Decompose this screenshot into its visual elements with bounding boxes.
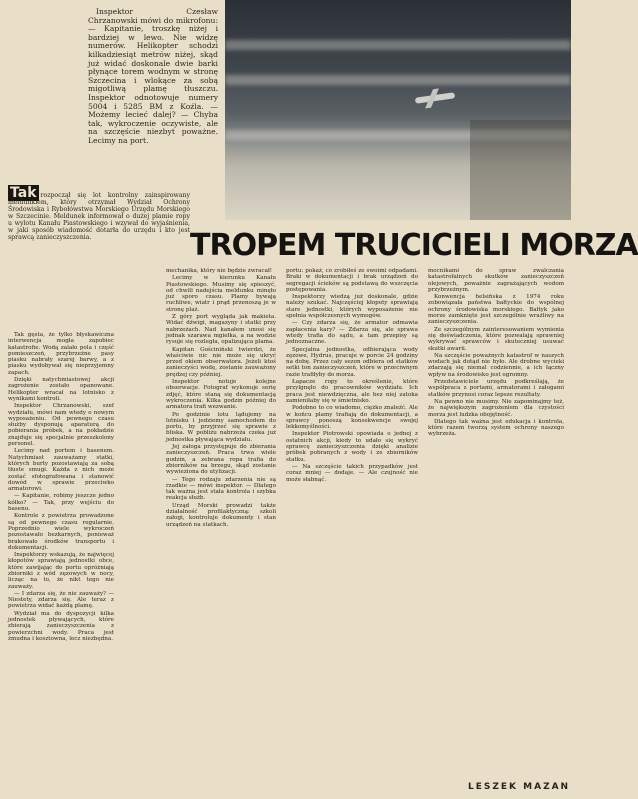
paragraph: mocnikami do spraw zwalczania katastrofalnych skutków zanieczyszczeń olejowych, poważnie zagrażających wodom przybrzeżnym. xyxy=(428,268,564,293)
paragraph: — Kapitanie, robimy jeszcze jedno kółko? — Tak, przy wejściu do basenu. xyxy=(8,493,114,513)
paragraph: Inspektorzy wiedzą już doskonale, gdzie należy szukać. Najczęściej kłopoty sprawiają stare jednostki, których wyposażenie nie spełnia współczesnych wymogów. xyxy=(286,294,418,320)
paragraph: Urząd Morski prowadzi także działalność profilaktyczną: szkoli załogi, kontroluje dokumenty i stan urządzeń na statkach. xyxy=(166,502,276,528)
paragraph: Lecimy w kierunku Kanału Piastowskiego. Musimy się spieszyć, od chwili nadejścia meldunku minęło już sporo czasu. Plamy bywają ruchliwe, wiatr i prąd przenoszą je w stronę plaż. xyxy=(166,275,276,313)
paragraph: Jej załoga przystępuje do zbierania zanieczyszczeń. Praca trwa wiele godzin, a zebrana ropa trafia do zbiorników na brzegu, skąd zostanie wywieziona do utylizacji. xyxy=(166,444,276,476)
paragraph: Wydział ma do dyspozycji kilka jednostek pływających, które zbierają zanieczyszczenia z powierzchni wody. Praca jest żmudna i kosztowna, lecz niezbędna. xyxy=(8,610,114,642)
paragraph: Dzięki natychmiastowej akcji zagrożenie zostało opanowane. Helikopter wracał na lotnisko z wynikami kontroli. xyxy=(8,377,114,402)
headline: TROPEM TRUCICIELI MORZA xyxy=(190,228,638,263)
paragraph: Inspektorzy wskazują, że najwięcej kłopotów sprawiają jednostki obce, które zawijając do portu opróżniają zbiorniki z wód zęzowych w nocy, licząc na to, że nikt tego nie zauważy. xyxy=(8,552,114,590)
photo-wave xyxy=(225,75,571,85)
paragraph: Po godzinie lotu lądujemy na lotnisku i jedziemy samochodem do portu, by przyjrzeć się sprawie z bliska. W pobliżu nabrzeża czeka już jednostka pływająca wydziału. xyxy=(166,411,276,443)
article-column-3 xyxy=(286,268,418,794)
paragraph: Na pewno nie musimy. Nie zapominajmy też, że największym zagrożeniem dla czystości morza jest ludzka obojętność. xyxy=(428,398,564,418)
paragraph: — I zdarza się, że nie zauważy? — Niestety, zdarza się. Ale teraz z powietrza widać każdą plamę. xyxy=(8,590,114,610)
paragraph: — Tego rodzaju zdarzenia nie są rzadkie — mówi inspektor. — Dlatego tak ważna jest stała kontrola i szybka reakcja służb. xyxy=(166,476,276,502)
paragraph: Inspektor Piotrowski opowiada o jednej z ostatnich akcji, kiedy to udało się wykryć sprawcę zanieczyszczenia dzięki analizie próbek pobranych z wody i ze zbiorników statku. xyxy=(286,431,418,463)
paragraph: Łapacze ropy to określenie, które przylgnęło do pracowników wydziału. Ich praca jest niewdzięczna, ale bez niej zatoka zamieniłaby się w śmietnisko. xyxy=(286,379,418,404)
paragraph: mechanika, który nie będzie zwracał! xyxy=(166,268,273,274)
paragraph: Na szczęście poważnych katastrof w naszych wodach jak dotąd nie było. Ale drobne wycieki zdarzają się niemal codziennie, a ich łączny wpływ na środowisko jest ogromny. xyxy=(428,352,564,378)
paragraph: Przedstawiciele urzędu podkreślają, że współpraca z portami, armatorami i załogami statków przynosi coraz lepsze rezultaty. xyxy=(428,379,564,398)
paragraph: Konwencja helsińska z 1974 roku zobowiązała państwa bałtyckie do wspólnej ochrony środowiska morskiego. Bałtyk jako morze zamknięte jest szczególnie wrażliwy na zanieczyszczenia. xyxy=(428,294,564,326)
paragraph: Kontrole z powietrza prowadzone są od pewnego czasu regularnie. Poprzednio wiele wykroczeń pozostawało bezkarnych, ponieważ brakowało środków transportu i dokumentacji. xyxy=(8,513,114,551)
paragraph: Kapitan Gościniński twierdzi, że właściwie nic nie może się ukryć przed okiem obserwatora. Jeżeli ktoś zanieczyści wodę, zostanie zauważony prędzej czy później. xyxy=(166,346,276,378)
paragraph: Inspektor notuje kolejne obserwacje. Fotograf wykonuje serię zdjęć, które staną się dokumentacją wykroczenia. Kilka godzin później do armatora trafi wezwanie. xyxy=(166,379,276,411)
intro-text xyxy=(88,8,218,146)
photo-wave xyxy=(225,40,571,50)
paragraph: Specjalna jednostka, odbierająca wody zęzowe, Hydrus, pracuje w porcie 24 godziny na dobę. Przez cały sezon odbiera od statków setki ton zanieczyszczeń, które w przeciwnym razie trafiłyby do morza. xyxy=(286,346,418,378)
lead-text: rozpoczął się lot kontrolny zainspirowany meldunkiem, który otrzymał Wydział Ochrony Środowiska i Rybołówstwa Morskiego Urzędu Morskiego w Szczecinie. Meldunek informował o dużej plamie ropy u wylotu Kanału Piastowskiego i wzywał do wyjaśnienia, w jaki sposób wiadomość dotarła do urzędu i kto jest sprawcą zanieczyszczenia. xyxy=(8,192,190,241)
paragraph: — Na szczęście takich przypadków jest coraz mniej — dodaje. — Ale czujność nie może słabnąć. xyxy=(286,463,418,483)
paragraph: — Czy zdarza się, że armator odmawia zapłacenia kary? — Zdarza się, ale sprawa wtedy trafia do sądu, a tam przepisy są jednoznaczne. xyxy=(286,320,418,346)
paragraph: Dlatego tak ważna jest edukacja i kontrola, które razem tworzą system ochrony naszego wybrzeża. xyxy=(428,418,564,438)
intro-paragraph: Inspektor Czesław Chrzanowski mówi do mikrofonu: — Kapitanie, troszkę niżej i bardziej w lewo. Nie widzę numerów. Helikopter schodzi kilkadziesiąt metrów niżej, skąd już widać doskonale dwie barki płynące torem wodnym w stronę Szczecina i wlokące za sobą migotliwą plamę tłuszczu. Inspektor odnotowuje numery 5004 i 5285 BM z Koźla. — Możemy lecieć dalej? — Chyba tak, wykroczenie oczywiste, ale na szczęście niezbyt poważne. Lecimy na port. xyxy=(88,7,218,145)
article-column-2 xyxy=(166,268,276,794)
article-column-4 xyxy=(428,268,564,776)
article-column-1 xyxy=(8,332,114,794)
paragraph: Z góry port wygląda jak makieta. Widać dźwigi, magazyny i statki przy nabrzeżach. Nad kanałem unosi się jednak szarawa mgiełka, a na wodzie rysuje się rozległa, opalizująca plama. xyxy=(166,314,276,346)
author-byline: LESZEK MAZAN xyxy=(468,782,571,792)
paragraph: Lecimy nad portem i basenem. Natychmiast zauważamy statki, których burty pozostawiają za sobą tłuste smugi. Każda z nich może zostać sfotografowana i stanowić dowód w sprawie przeciwko armatorowi. xyxy=(8,448,114,493)
lead-drop-word: Tak xyxy=(10,185,37,201)
paragraph: portu: pokaż, co zrobiłeś ze swoimi odpadami. Braki w dokumentacji i brak urządzeń do segregacji ścieków są podstawą do wszczęcia postępowania. xyxy=(286,268,418,293)
helicopter-silhouette xyxy=(415,92,455,104)
paragraph: Podobno to co wiadomo, ciężko znaleźć. Ale w końcu plamy trafiają do dokumentacji, a sprawcy ponoszą konsekwencje swojej lekkomyślności. xyxy=(286,405,418,431)
paragraph: Tak gęsta, że tylko błyskawiczna interwencja mogła zapobiec katastrofie. Wodą zalało pola i część pomieszczeń, przybrzeżne pasy piasku nabrały szarej barwy, a z piasku wydobywał się nieprzyjemny zapach. xyxy=(8,332,114,376)
lead-paragraph xyxy=(8,185,190,241)
photo-shadow xyxy=(470,120,571,220)
paragraph: Ze szczególnym zainteresowaniem wymienia się doświadczenia, które pozwalają sprawniej wykrywać sprawców i skuteczniej usuwać skutki awarii. xyxy=(428,326,564,352)
paragraph: Inspektor Chrzanowski, szef wydziału, mówi nam wtedy o nowym wyposażeniu. Od pewnego czasu służby dysponują aparaturą do pobierania próbek, a na pokładzie znajduje się specjalnie przeszkolony personel. xyxy=(8,403,114,448)
